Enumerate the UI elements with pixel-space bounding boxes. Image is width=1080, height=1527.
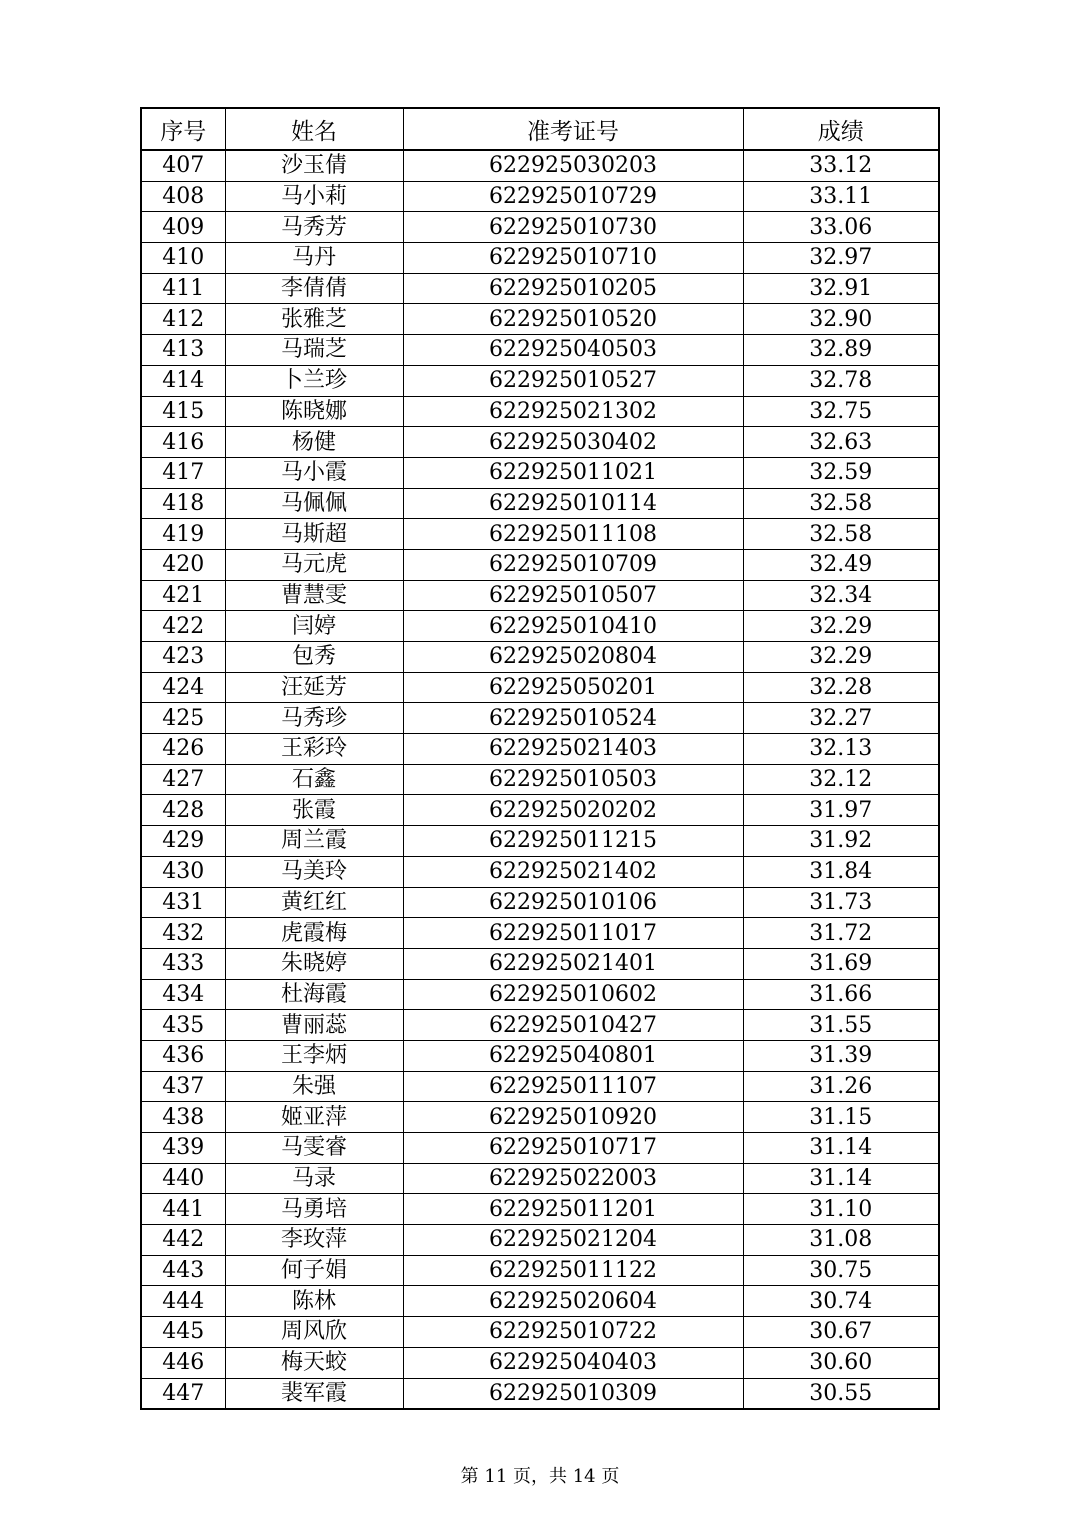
cell-name: 王李炳 [225, 1040, 403, 1071]
cell-name: 朱强 [225, 1071, 403, 1102]
cell-score: 30.60 [743, 1347, 939, 1378]
table-row [141, 887, 939, 918]
cell-score: 32.58 [743, 488, 939, 519]
cell-exam-id: 622925010309 [403, 1378, 743, 1409]
cell-name: 黄红红 [225, 887, 403, 918]
cell-score: 32.49 [743, 549, 939, 580]
cell-exam-id: 622925021402 [403, 856, 743, 887]
cell-exam-id: 622925010710 [403, 243, 743, 274]
table-row [141, 1040, 939, 1071]
table-row [141, 826, 939, 857]
cell-exam-id: 622925010722 [403, 1317, 743, 1348]
cell-exam-id: 622925010410 [403, 611, 743, 642]
cell-score: 31.15 [743, 1102, 939, 1133]
cell-score: 32.59 [743, 457, 939, 488]
column-header-index: 序号 [141, 108, 225, 150]
cell-index: 442 [141, 1225, 225, 1256]
table-row [141, 1225, 939, 1256]
column-header-name: 姓名 [225, 108, 403, 150]
cell-name: 曹慧雯 [225, 580, 403, 611]
cell-exam-id: 622925011215 [403, 826, 743, 857]
cell-exam-id: 622925011017 [403, 918, 743, 949]
cell-name: 陈林 [225, 1286, 403, 1317]
cell-score: 31.14 [743, 1133, 939, 1164]
table-row [141, 365, 939, 396]
cell-score: 31.14 [743, 1163, 939, 1194]
cell-name: 李玫萍 [225, 1225, 403, 1256]
cell-index: 426 [141, 734, 225, 765]
cell-index: 444 [141, 1286, 225, 1317]
cell-name: 汪延芳 [225, 672, 403, 703]
table-row [141, 273, 939, 304]
table-row [141, 1163, 939, 1194]
cell-name: 闫婷 [225, 611, 403, 642]
cell-index: 417 [141, 457, 225, 488]
cell-index: 423 [141, 642, 225, 673]
cell-name: 马佩佩 [225, 488, 403, 519]
table-row [141, 1317, 939, 1348]
cell-name: 姬亚萍 [225, 1102, 403, 1133]
table-row [141, 335, 939, 366]
cell-exam-id: 622925021204 [403, 1225, 743, 1256]
cell-index: 447 [141, 1378, 225, 1409]
table-row [141, 948, 939, 979]
cell-name: 包秀 [225, 642, 403, 673]
table-body [141, 150, 939, 1409]
table-row [141, 795, 939, 826]
cell-index: 413 [141, 335, 225, 366]
cell-score: 32.78 [743, 365, 939, 396]
table-row [141, 580, 939, 611]
cell-exam-id: 622925011021 [403, 457, 743, 488]
cell-score: 31.39 [743, 1040, 939, 1071]
cell-exam-id: 622925011108 [403, 519, 743, 550]
cell-exam-id: 622925011201 [403, 1194, 743, 1225]
cell-name: 杜海霞 [225, 979, 403, 1010]
cell-name: 石鑫 [225, 764, 403, 795]
table-row [141, 642, 939, 673]
table-row [141, 1133, 939, 1164]
cell-score: 32.12 [743, 764, 939, 795]
cell-exam-id: 622925040801 [403, 1040, 743, 1071]
cell-score: 32.75 [743, 396, 939, 427]
table-row [141, 427, 939, 458]
cell-index: 430 [141, 856, 225, 887]
table-row [141, 488, 939, 519]
cell-name: 马美玲 [225, 856, 403, 887]
table-row [141, 1102, 939, 1133]
table-row [141, 703, 939, 734]
cell-index: 429 [141, 826, 225, 857]
cell-exam-id: 622925021302 [403, 396, 743, 427]
cell-score: 30.75 [743, 1255, 939, 1286]
table-row [141, 1194, 939, 1225]
cell-name: 朱晓婷 [225, 948, 403, 979]
cell-index: 407 [141, 150, 225, 181]
cell-score: 33.06 [743, 212, 939, 243]
table-row [141, 519, 939, 550]
cell-name: 周兰霞 [225, 826, 403, 857]
cell-name: 陈晓娜 [225, 396, 403, 427]
cell-score: 31.84 [743, 856, 939, 887]
cell-exam-id: 622925050201 [403, 672, 743, 703]
cell-score: 31.92 [743, 826, 939, 857]
cell-index: 443 [141, 1255, 225, 1286]
cell-score: 30.74 [743, 1286, 939, 1317]
cell-score: 32.63 [743, 427, 939, 458]
cell-score: 33.12 [743, 150, 939, 181]
cell-exam-id: 622925010527 [403, 365, 743, 396]
cell-exam-id: 622925010717 [403, 1133, 743, 1164]
cell-exam-id: 622925010920 [403, 1102, 743, 1133]
cell-index: 421 [141, 580, 225, 611]
cell-exam-id: 622925030402 [403, 427, 743, 458]
cell-index: 415 [141, 396, 225, 427]
cell-name: 何子娟 [225, 1255, 403, 1286]
cell-exam-id: 622925010709 [403, 549, 743, 580]
cell-name: 马秀芳 [225, 212, 403, 243]
cell-exam-id: 622925011107 [403, 1071, 743, 1102]
cell-name: 李倩倩 [225, 273, 403, 304]
cell-exam-id: 622925010114 [403, 488, 743, 519]
cell-index: 433 [141, 948, 225, 979]
cell-exam-id: 622925030203 [403, 150, 743, 181]
cell-exam-id: 622925011122 [403, 1255, 743, 1286]
cell-index: 438 [141, 1102, 225, 1133]
table-row [141, 1255, 939, 1286]
cell-score: 32.91 [743, 273, 939, 304]
cell-index: 428 [141, 795, 225, 826]
cell-score: 32.27 [743, 703, 939, 734]
cell-score: 31.66 [743, 979, 939, 1010]
cell-index: 411 [141, 273, 225, 304]
cell-exam-id: 622925020202 [403, 795, 743, 826]
cell-exam-id: 622925010602 [403, 979, 743, 1010]
cell-index: 422 [141, 611, 225, 642]
table-row [141, 457, 939, 488]
cell-index: 408 [141, 181, 225, 212]
cell-score: 31.97 [743, 795, 939, 826]
cell-exam-id: 622925040503 [403, 335, 743, 366]
cell-index: 445 [141, 1317, 225, 1348]
table-row [141, 181, 939, 212]
cell-index: 440 [141, 1163, 225, 1194]
cell-name: 裴军霞 [225, 1378, 403, 1409]
table-row [141, 611, 939, 642]
cell-index: 416 [141, 427, 225, 458]
table-row [141, 1071, 939, 1102]
cell-score: 32.90 [743, 304, 939, 335]
cell-exam-id: 622925021403 [403, 734, 743, 765]
column-header-score: 成绩 [743, 108, 939, 150]
cell-name: 马斯超 [225, 519, 403, 550]
cell-name: 马瑞芝 [225, 335, 403, 366]
cell-name: 周风欣 [225, 1317, 403, 1348]
cell-exam-id: 622925010730 [403, 212, 743, 243]
cell-name: 马元虎 [225, 549, 403, 580]
cell-exam-id: 622925010507 [403, 580, 743, 611]
cell-index: 436 [141, 1040, 225, 1071]
cell-score: 32.29 [743, 642, 939, 673]
cell-exam-id: 622925040403 [403, 1347, 743, 1378]
table-row [141, 212, 939, 243]
cell-index: 446 [141, 1347, 225, 1378]
table-row [141, 1286, 939, 1317]
table-row [141, 304, 939, 335]
cell-index: 431 [141, 887, 225, 918]
cell-exam-id: 622925020604 [403, 1286, 743, 1317]
cell-index: 437 [141, 1071, 225, 1102]
cell-score: 32.34 [743, 580, 939, 611]
cell-name: 马小霞 [225, 457, 403, 488]
header-row [141, 108, 939, 150]
cell-name: 梅天蛟 [225, 1347, 403, 1378]
cell-name: 马小莉 [225, 181, 403, 212]
cell-name: 卜兰珍 [225, 365, 403, 396]
cell-index: 414 [141, 365, 225, 396]
cell-name: 杨健 [225, 427, 403, 458]
table-row [141, 672, 939, 703]
cell-exam-id: 622925020804 [403, 642, 743, 673]
cell-exam-id: 622925010524 [403, 703, 743, 734]
cell-name: 马丹 [225, 243, 403, 274]
cell-index: 439 [141, 1133, 225, 1164]
table-row [141, 549, 939, 580]
cell-name: 张霞 [225, 795, 403, 826]
cell-score: 30.55 [743, 1378, 939, 1409]
cell-score: 31.10 [743, 1194, 939, 1225]
results-table [140, 107, 940, 1410]
cell-exam-id: 622925010503 [403, 764, 743, 795]
cell-index: 412 [141, 304, 225, 335]
table-row [141, 243, 939, 274]
cell-score: 33.11 [743, 181, 939, 212]
table-row [141, 1347, 939, 1378]
cell-index: 425 [141, 703, 225, 734]
cell-exam-id: 622925010427 [403, 1010, 743, 1041]
cell-score: 32.28 [743, 672, 939, 703]
table-row [141, 734, 939, 765]
cell-name: 王彩玲 [225, 734, 403, 765]
cell-name: 马勇培 [225, 1194, 403, 1225]
cell-name: 马雯睿 [225, 1133, 403, 1164]
cell-name: 虎霞梅 [225, 918, 403, 949]
table-row [141, 856, 939, 887]
cell-score: 31.73 [743, 887, 939, 918]
cell-name: 张雅芝 [225, 304, 403, 335]
cell-name: 沙玉倩 [225, 150, 403, 181]
cell-exam-id: 622925021401 [403, 948, 743, 979]
cell-exam-id: 622925010520 [403, 304, 743, 335]
cell-index: 435 [141, 1010, 225, 1041]
table-row [141, 150, 939, 181]
cell-score: 32.97 [743, 243, 939, 274]
cell-score: 32.29 [743, 611, 939, 642]
cell-score: 31.08 [743, 1225, 939, 1256]
cell-score: 32.13 [743, 734, 939, 765]
cell-name: 曹丽蕊 [225, 1010, 403, 1041]
cell-index: 424 [141, 672, 225, 703]
cell-score: 32.58 [743, 519, 939, 550]
cell-name: 马秀珍 [225, 703, 403, 734]
cell-index: 441 [141, 1194, 225, 1225]
cell-index: 420 [141, 549, 225, 580]
cell-score: 31.26 [743, 1071, 939, 1102]
cell-exam-id: 622925010106 [403, 887, 743, 918]
table-row [141, 918, 939, 949]
table-row [141, 979, 939, 1010]
cell-index: 427 [141, 764, 225, 795]
table-row [141, 1378, 939, 1409]
cell-exam-id: 622925010729 [403, 181, 743, 212]
cell-score: 31.72 [743, 918, 939, 949]
cell-index: 418 [141, 488, 225, 519]
cell-exam-id: 622925022003 [403, 1163, 743, 1194]
cell-index: 434 [141, 979, 225, 1010]
cell-name: 马录 [225, 1163, 403, 1194]
cell-score: 32.89 [743, 335, 939, 366]
cell-index: 409 [141, 212, 225, 243]
cell-index: 419 [141, 519, 225, 550]
cell-index: 432 [141, 918, 225, 949]
cell-score: 31.69 [743, 948, 939, 979]
cell-exam-id: 622925010205 [403, 273, 743, 304]
cell-index: 410 [141, 243, 225, 274]
cell-score: 30.67 [743, 1317, 939, 1348]
page-footer: 第 11 页，共 14 页 [460, 1466, 620, 1487]
table-row [141, 764, 939, 795]
table-row [141, 396, 939, 427]
cell-score: 31.55 [743, 1010, 939, 1041]
table-row [141, 1010, 939, 1041]
column-header-exam-id: 准考证号 [403, 108, 743, 150]
